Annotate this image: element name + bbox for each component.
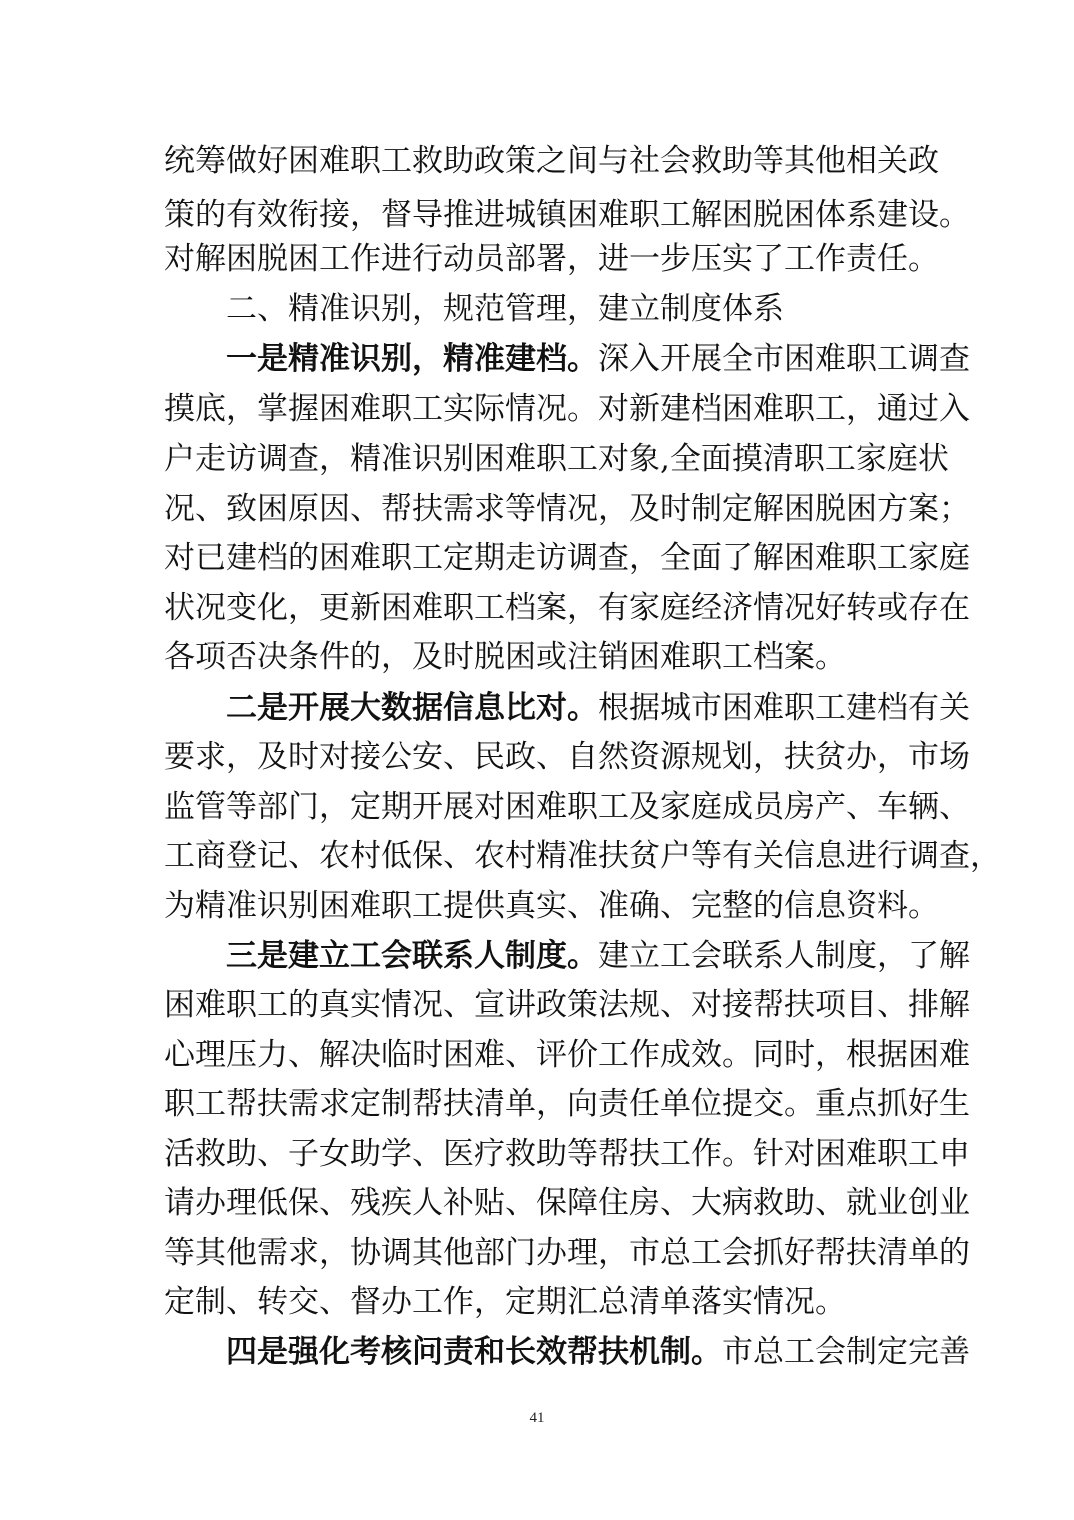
paragraph-text: 根据城市困难职工建档有关 [598, 690, 970, 726]
body-line: 策的有效衔接，督导推进城镇困难职工解困脱困体系建设。 [164, 197, 970, 233]
paragraph-first-line [226, 333, 970, 385]
body-line: 要求，及时对接公安、民政、自然资源规划，扶贫办，市场 [164, 739, 970, 775]
body-line: 工商登记、农村低保、农村精准扶贫户等有关信息进行调查， [164, 838, 1001, 874]
body-line: 状况变化，更新困难职工档案，有家庭经济情况好转或存在 [164, 590, 970, 626]
body-line: 对已建档的困难职工定期走访调查，全面了解困难职工家庭 [164, 540, 970, 576]
paragraph-heading: 二是开展大数据信息比对。 [226, 690, 598, 726]
body-line: 户走访调查，精准识别困难职工对象,全面摸清职工家庭状 [164, 441, 949, 477]
paragraph-heading: 一是精准识别，精准建档。 [226, 341, 598, 377]
paragraph-text: 建立工会联系人制度，了解 [598, 938, 970, 974]
body-line: 统筹做好困难职工救助政策之间与社会救助等其他相关政 [164, 143, 939, 179]
paragraph-first-line [226, 930, 970, 982]
body-line: 等其他需求，协调其他部门办理，市总工会抓好帮扶清单的 [164, 1235, 970, 1271]
body-line: 各项否决条件的，及时脱困或注销困难职工档案。 [164, 639, 846, 675]
body-line: 困难职工的真实情况、宣讲政策法规、对接帮扶项目、排解 [164, 987, 970, 1023]
paragraph-heading: 四是强化考核问责和长效帮扶机制。 [226, 1334, 722, 1370]
paragraph-heading: 三是建立工会联系人制度。 [226, 938, 598, 974]
section-heading: 二、精准识别，规范管理，建立制度体系 [226, 291, 784, 327]
body-line: 请办理低保、残疾人补贴、保障住房、大病救助、就业创业 [164, 1185, 970, 1221]
body-line: 定制、转交、督办工作，定期汇总清单落实情况。 [164, 1284, 846, 1320]
paragraph-text: 市总工会制定完善 [722, 1334, 970, 1370]
body-line: 活救助、子女助学、医疗救助等帮扶工作。针对困难职工申 [164, 1136, 970, 1172]
body-line: 为精准识别困难职工提供真实、准确、完整的信息资料。 [164, 888, 939, 924]
paragraph-first-line [226, 682, 970, 734]
page-number: 41 [529, 1410, 545, 1426]
body-line: 心理压力、解决临时困难、评价工作成效。同时，根据困难 [164, 1037, 970, 1073]
body-line: 况、致困原因、帮扶需求等情况，及时制定解困脱困方案； [164, 491, 970, 527]
body-line: 职工帮扶需求定制帮扶清单，向责任单位提交。重点抓好生 [164, 1086, 970, 1122]
body-line: 监管等部门，定期开展对困难职工及家庭成员房产、车辆、 [164, 789, 970, 825]
paragraph-first-line [226, 1326, 970, 1378]
body-line: 对解困脱困工作进行动员部署，进一步压实了工作责任。 [164, 241, 939, 277]
paragraph-text: 深入开展全市困难职工调查 [598, 341, 970, 377]
body-line: 摸底，掌握困难职工实际情况。对新建档困难职工，通过入 [164, 391, 970, 427]
